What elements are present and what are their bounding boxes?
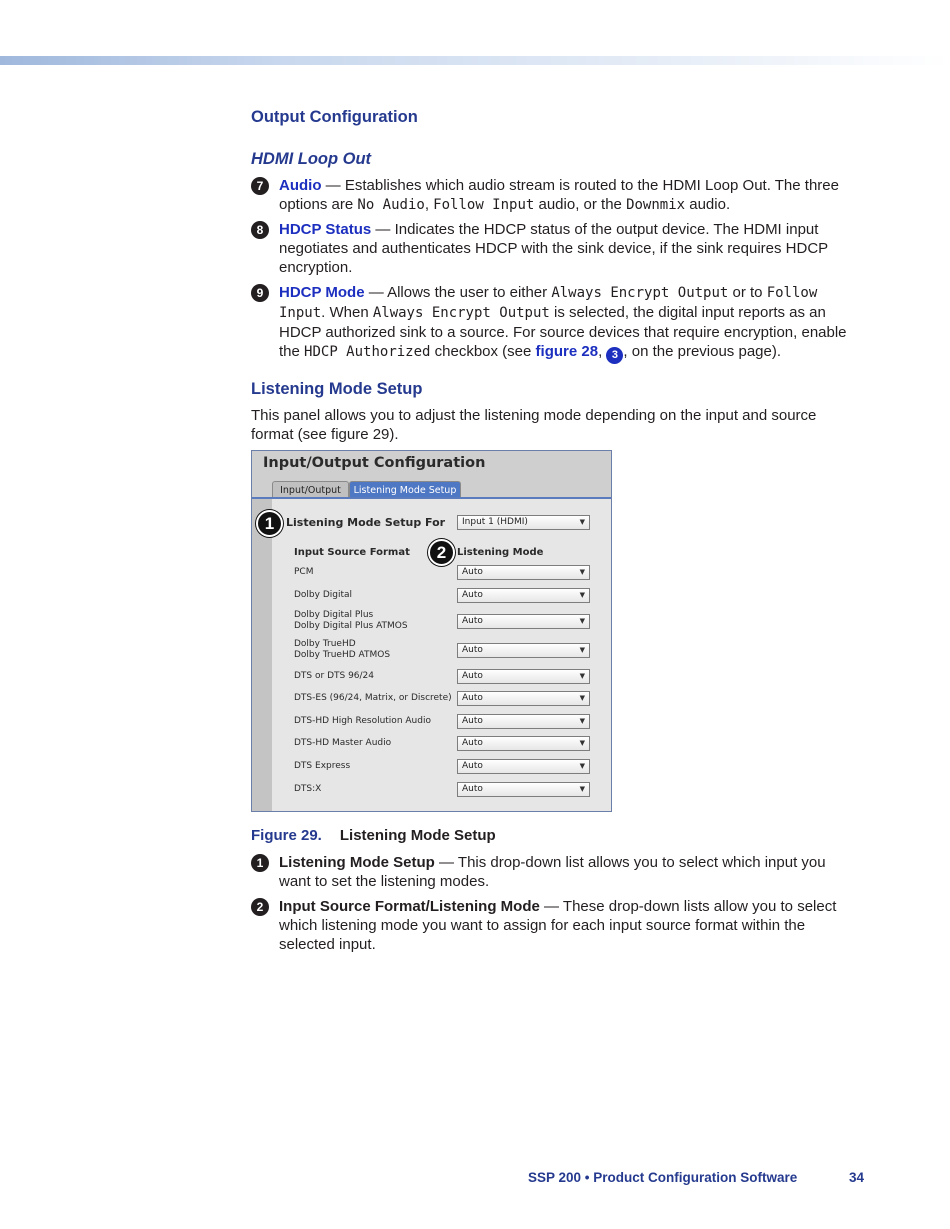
listening-mode-dropdown[interactable]: [457, 643, 590, 658]
chevron-down-icon: ▼: [579, 762, 585, 770]
listening-mode-value: Auto: [462, 645, 483, 655]
chevron-down-icon: ▼: [579, 672, 585, 680]
callout-7-icon: 7: [251, 177, 269, 195]
term-audio: Audio: [279, 177, 322, 194]
text-segment: — Establishes which audio stream is routed to the HDMI Loop Out. The three options are: [279, 177, 839, 213]
input-source-label: PCM: [294, 567, 314, 577]
term-hdcp-status: HDCP Status: [279, 221, 372, 238]
code-hdcp-authorized: HDCP Authorized: [304, 344, 431, 360]
text-segment: — This drop-down list allows you to select which input you want to set the listening modes.: [279, 854, 826, 890]
term-listening-mode-setup: Listening Mode Setup: [279, 854, 435, 871]
callout-2-icon: 2: [428, 539, 455, 566]
callout-8-icon: 8: [251, 221, 269, 239]
figure-caption: [251, 827, 496, 844]
term-input-source-format: Input Source Format/Listening Mode: [279, 898, 540, 915]
chevron-down-icon: ▼: [579, 694, 585, 702]
figure-29-screenshot: [251, 450, 612, 812]
listening-mode-value: Auto: [462, 693, 483, 703]
page-number: 34: [849, 1170, 865, 1185]
input-source-label: DTS-ES (96/24, Matrix, or Discrete): [294, 693, 452, 703]
heading-listening-mode-setup: Listening Mode Setup: [251, 380, 423, 398]
input-source-label: Dolby Digital Plus Dolby Digital Plus ATMOS: [294, 610, 408, 631]
code-follow-input: Follow Input: [433, 197, 535, 213]
listening-mode-value: Auto: [462, 590, 483, 600]
input-source-label: DTS-HD Master Audio: [294, 738, 392, 748]
hdmi-item-hdcp-status: [251, 220, 861, 277]
text-segment: audio, or the: [534, 196, 627, 213]
input-source-label: DTS-HD High Resolution Audio: [294, 716, 431, 726]
text-segment: , on the previous page).: [623, 343, 782, 360]
text-segment: . When: [321, 304, 373, 321]
listening-mode-dropdown[interactable]: [457, 759, 590, 774]
text-segment: audio.: [685, 196, 731, 213]
code-downmix: Downmix: [626, 197, 686, 213]
listening-mode-dropdown[interactable]: [457, 691, 590, 706]
hdmi-item-audio: [251, 176, 861, 215]
listening-mode-value: Auto: [462, 784, 483, 794]
callout-1-icon: 1: [256, 510, 283, 537]
panel-title: Input/Output Configuration: [263, 455, 486, 471]
listening-mode-value: Auto: [462, 616, 483, 626]
panel-left-strip: [252, 499, 272, 812]
chevron-down-icon: ▼: [579, 568, 585, 576]
callout-9-icon: 9: [251, 284, 269, 302]
listening-mode-value: Auto: [462, 738, 483, 748]
header-accent-bar: [0, 56, 950, 65]
listening-mode-dropdown[interactable]: [457, 669, 590, 684]
listening-mode-dropdown[interactable]: [457, 736, 590, 751]
tab-listening-mode-setup[interactable]: Listening Mode Setup: [349, 481, 461, 498]
figure-28-link[interactable]: figure 28: [535, 343, 599, 360]
term-hdcp-mode: HDCP Mode: [279, 284, 365, 301]
code-always-encrypt: Always Encrypt Output: [551, 285, 729, 301]
listening-mode-dropdown[interactable]: [457, 614, 590, 629]
text-segment: — These drop-down lists allow you to select which listening mode you want to assign for each input source format within the selected input.: [279, 898, 837, 953]
code-no-audio: No Audio: [357, 197, 425, 213]
setup-for-value: Input 1 (HDMI): [462, 517, 528, 527]
input-source-label: Dolby TrueHD Dolby TrueHD ATMOS: [294, 639, 391, 660]
listening-mode-dropdown[interactable]: [457, 782, 590, 797]
callout-3-icon: 3: [606, 347, 623, 364]
setup-for-dropdown[interactable]: [457, 515, 590, 530]
chevron-down-icon: ▼: [579, 785, 585, 793]
text-segment: ,: [598, 343, 607, 360]
listening-mode-value: Auto: [462, 671, 483, 681]
text-segment: — Allows the user to either: [364, 284, 552, 301]
code-follow-input: Follow Input: [279, 285, 818, 321]
page-footer: [528, 1170, 865, 1185]
chevron-down-icon: ▼: [579, 617, 585, 625]
text-segment: — Indicates the HDCP status of the output device. The HDMI input negotiates and authenticates HDCP with the sink device, if the sink requires HDCP encryption.: [279, 221, 828, 276]
desc-item-input-source-format: [251, 897, 861, 954]
listening-mode-dropdown[interactable]: [457, 565, 590, 580]
chevron-down-icon: ▼: [579, 646, 585, 654]
figure-number: Figure 29.: [251, 827, 322, 844]
input-source-label: Dolby Digital: [294, 590, 353, 600]
callout-1-icon: 1: [251, 854, 269, 872]
tab-input-output[interactable]: Input/Output: [272, 481, 349, 498]
text-segment: checkbox (see: [430, 343, 536, 360]
setup-for-label: Listening Mode Setup For: [286, 516, 446, 529]
code-always-encrypt: Always Encrypt Output: [372, 305, 550, 321]
text-segment: or to: [728, 284, 767, 301]
input-source-label: DTS Express: [294, 761, 351, 771]
text-segment: ,: [424, 196, 434, 213]
footer-doc-title: SSP 200 • Product Configuration Software: [528, 1170, 798, 1185]
listening-mode-dropdown[interactable]: [457, 588, 590, 603]
heading-output-configuration: Output Configuration: [251, 108, 418, 126]
listening-intro: This panel allows you to adjust the listening mode depending on the input and source format (see figure 29).: [251, 407, 817, 443]
callout-2-icon: 2: [251, 898, 269, 916]
figure-title: Listening Mode Setup: [339, 827, 496, 844]
desc-item-listening-mode-setup: [251, 853, 861, 891]
listening-mode-value: Auto: [462, 761, 483, 771]
col-input-source-format: Input Source Format: [294, 547, 410, 558]
listening-mode-value: Auto: [462, 716, 483, 726]
heading-hdmi-loop-out: HDMI Loop Out: [251, 150, 372, 168]
col-listening-mode: Listening Mode: [457, 547, 544, 558]
text-segment: is selected, the digital input reports as an HDCP authorized sink to a source. For source devices that require encryption, enable the: [279, 304, 847, 360]
listening-mode-value: Auto: [462, 567, 483, 577]
input-source-label: DTS or DTS 96/24: [294, 671, 375, 681]
input-source-label: DTS:X: [294, 784, 322, 794]
chevron-down-icon: ▼: [579, 591, 585, 599]
listening-mode-dropdown[interactable]: [457, 714, 590, 729]
chevron-down-icon: ▼: [579, 518, 585, 526]
chevron-down-icon: ▼: [579, 717, 585, 725]
chevron-down-icon: ▼: [579, 739, 585, 747]
hdmi-item-hdcp-mode: [251, 283, 861, 364]
